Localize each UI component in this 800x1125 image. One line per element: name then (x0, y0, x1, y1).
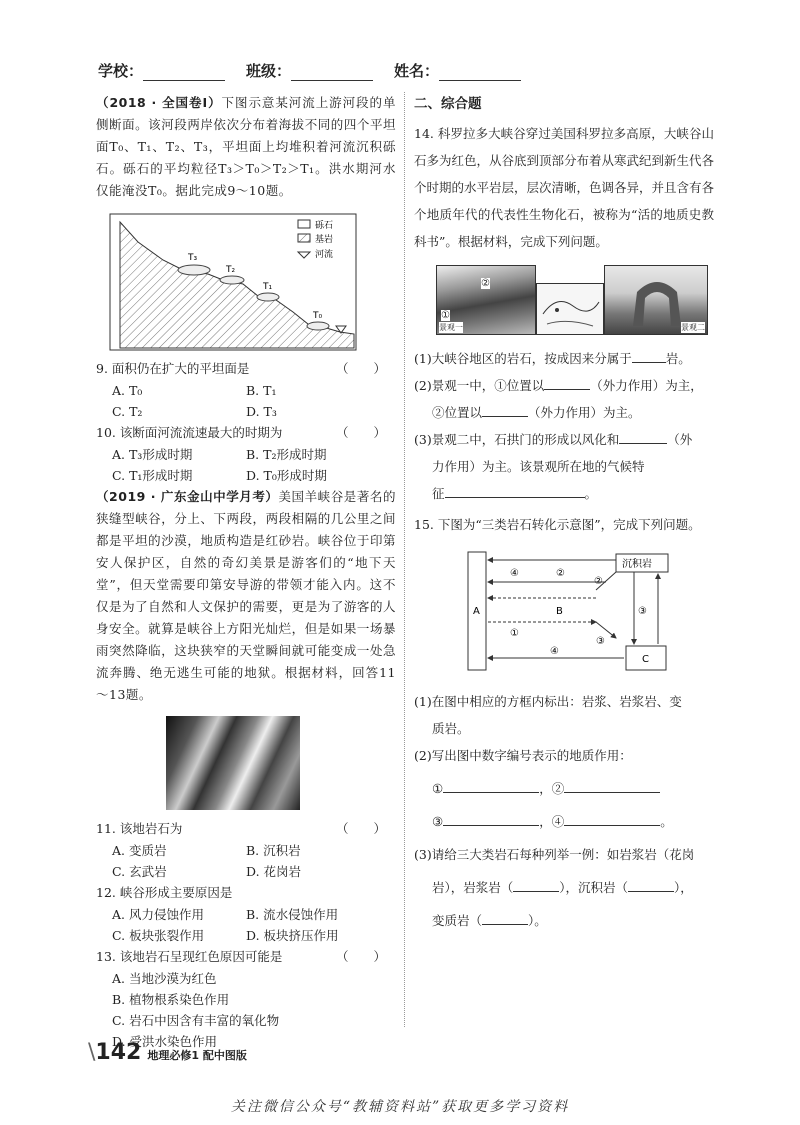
school-field: 学校： (98, 60, 225, 81)
label-t0: T₀ (313, 311, 323, 321)
option[interactable]: A. 变质岩 (112, 843, 167, 858)
option[interactable]: D. 受洪水染色作用 (112, 1034, 218, 1049)
q14-part2b: ②位置以 （外力作用）为主。 (414, 399, 714, 426)
q15-part3c: 变质岩（ ）。 (414, 907, 714, 934)
answer-blank[interactable] (513, 877, 559, 892)
landscape-1-photo (436, 265, 536, 335)
option[interactable]: C. T₂ (112, 404, 143, 419)
arrow-num: ④ (550, 646, 559, 657)
q14-part3c: 征 。 (414, 480, 714, 507)
option[interactable]: B. 流水侵蚀作用 (246, 907, 339, 922)
question-11: 11. 该地岩石为 （ ） (96, 821, 386, 836)
q9-options (96, 380, 396, 422)
q12-options (96, 904, 396, 946)
q14-part3: (3)景观二中，石拱门的形成以风化和 （外 (414, 426, 714, 453)
option[interactable]: D. 板块挤压作用 (246, 928, 339, 943)
rock-cycle-diagram (466, 546, 706, 676)
arrow-num: ② (556, 568, 565, 579)
question-13: 13. 该地岩石呈现红色原因可能是 （ ） (96, 949, 386, 964)
landscape-2-photo (604, 265, 708, 335)
landscape-1-label: 景观一 (439, 323, 463, 332)
q15-part1b: 质岩。 (432, 721, 470, 736)
label-a: A (473, 606, 480, 617)
section-title: 二、综合题 (414, 96, 482, 112)
q15-part2-line2: ③ ，④ 。 (414, 808, 714, 835)
option[interactable]: C. T₁形成时期 (112, 468, 193, 483)
label-b: B (556, 606, 563, 617)
intro-2: （2019 · 广东金山中学月考）美国羊峡谷是著名的狭缝型峡谷，分上、下两段，两段相隔的几公里之间都是平坦的沙漠，地质构造是红砂岩。峡谷位于印第安人保护区，自然的奇幻美景是游客们的“地下天堂”，但天堂需要印第安导游的带领才能入内。这不仅是为了自然和人文保护的需要，更是为了游客的人身安全。就算是峡谷上方阳光灿烂，但是如果一场暴雨突然降临，这块狭窄的天堂瞬间就可能变成一处急流奔腾、绝无逃生可能的地狱。根据材料，回答11～13题。 (96, 489, 396, 702)
legend-river: 河流 (315, 250, 334, 260)
option[interactable]: B. T₂形成时期 (246, 447, 327, 462)
option[interactable]: A. 风力侵蚀作用 (112, 907, 204, 922)
arrow-num: ④ (510, 568, 519, 579)
option[interactable]: B. 植物根系染色作用 (112, 992, 230, 1007)
option[interactable]: C. 玄武岩 (112, 864, 167, 879)
answer-blank[interactable] (632, 348, 666, 363)
q15-part3: (3)请给三大类岩石每种列举一例：如岩浆岩（花岗 (414, 847, 695, 862)
arrow-num: ③ (638, 606, 647, 617)
name-field: 姓名： (394, 60, 521, 81)
option[interactable]: D. T₃ (246, 404, 277, 419)
book-title: 地理必修1 配中图版 (147, 1049, 247, 1062)
option[interactable]: A. 当地沙漠为红色 (112, 971, 217, 986)
legend-bedrock: 基岩 (315, 235, 334, 245)
arrow-num: ② (594, 576, 603, 587)
question-12: 12. 峡谷形成主要原因是 (96, 885, 233, 900)
option[interactable]: A. T₀ (112, 383, 143, 398)
mark-1: ① (441, 310, 450, 321)
q15-part2: (2)写出图中数字编号表示的地质作用： (414, 748, 632, 763)
bottom-note: 关注微信公众号“教辅资料站”获取更多学习资料 (230, 1099, 570, 1115)
landscape-2-label: 景观二 (681, 323, 705, 332)
question-15: 15. 下图为“三类岩石转化示意图”，完成下列问题。 (414, 517, 701, 532)
column-divider (404, 92, 405, 1027)
gravel-t1 (257, 293, 279, 301)
question-10: 10. 该断面河流流速最大的时期为 （ ） (96, 425, 386, 440)
grand-canyon-images (436, 265, 716, 335)
mark-2: ② (481, 278, 490, 289)
q15-part1: (1)在图中相应的方框内标出：岩浆、岩浆岩、变 (414, 694, 682, 709)
option[interactable]: A. T₃形成时期 (112, 447, 193, 462)
page-number: 142 (95, 1040, 142, 1065)
answer-blank[interactable] (628, 877, 674, 892)
q14-part3b: 力作用）为主。该景观所在地的气候特 (432, 459, 645, 474)
question-14: 14. 科罗拉多大峡谷穿过美国科罗拉多高原，大峡谷山石多为红色，从谷底到顶部分布着从寒武纪到新生代各个时期的水平岩层，层次清晰，色调各异，并且含有各个地质年代的代表性生物化石，被称为“活的地质史教科书”。根据材料，完成下列问题。 (414, 126, 715, 249)
q11-options (96, 840, 396, 882)
q10-options (96, 444, 396, 486)
label-t2: T₂ (226, 265, 236, 275)
river-section-diagram (108, 212, 358, 352)
answer-blank[interactable] (445, 483, 585, 498)
label-sediment: 沉积岩 (622, 559, 652, 570)
q15-part2-line1: ① ，② (414, 775, 714, 802)
label-c: C (642, 654, 649, 665)
gravel-t2 (220, 276, 244, 284)
q15-part3b: 岩），岩浆岩（ ），沉积岩（ ）， (414, 874, 714, 901)
answer-blank[interactable] (482, 910, 528, 925)
option[interactable]: C. 板块张裂作用 (112, 928, 205, 943)
arrow-num: ③ (596, 636, 605, 647)
right-column (414, 92, 714, 934)
label-t1: T₁ (263, 282, 273, 292)
map-inset (536, 283, 604, 335)
class-field: 班级： (246, 60, 373, 81)
option[interactable]: B. T₁ (246, 383, 277, 398)
page-footer: \142 地理必修1 配中图版 (88, 1040, 247, 1065)
answer-blank[interactable] (564, 778, 660, 793)
gravel-t0 (307, 322, 329, 330)
gravel-t3 (178, 265, 210, 275)
option[interactable]: D. 花岗岩 (246, 864, 302, 879)
q14-part2: (2)景观一中，①位置以 （外力作用）为主， (414, 372, 714, 399)
legend-gravel: 砾石 (315, 221, 334, 231)
answer-blank[interactable] (544, 375, 590, 390)
answer-blank[interactable] (443, 811, 539, 826)
answer-blank[interactable] (619, 429, 667, 444)
intro-1: （2018 · 全国卷Ⅰ）下图示意某河流上游河段的单侧断面。该河段两岸依次分布着海拔不同的四个平坦面T₀、T₁、T₂、T₃，平坦面上均堆积着河流沉积砾石。砾石的平均粒径T₃＞T₀＞T₂＞T₁。洪水期河水仅能淹没T₀。据此完成9～10题。 (96, 95, 396, 198)
answer-blank[interactable] (482, 402, 528, 417)
left-column (96, 92, 396, 1052)
label-t3: T₃ (188, 253, 198, 263)
option[interactable]: B. 沉积岩 (246, 843, 301, 858)
answer-blank[interactable] (564, 811, 660, 826)
q14-part1: (1)大峡谷地区的岩石，按成因来分属于 岩。 (414, 345, 714, 372)
question-9: 9. 面积仍在扩大的平坦面是 （ ） (96, 361, 386, 376)
antelope-canyon-photo (166, 716, 300, 810)
option[interactable]: D. T₀形成时期 (246, 468, 327, 483)
arrow-num: ① (510, 628, 519, 639)
answer-blank[interactable] (443, 778, 539, 793)
option[interactable]: C. 岩石中因含有丰富的氧化物 (112, 1013, 280, 1028)
